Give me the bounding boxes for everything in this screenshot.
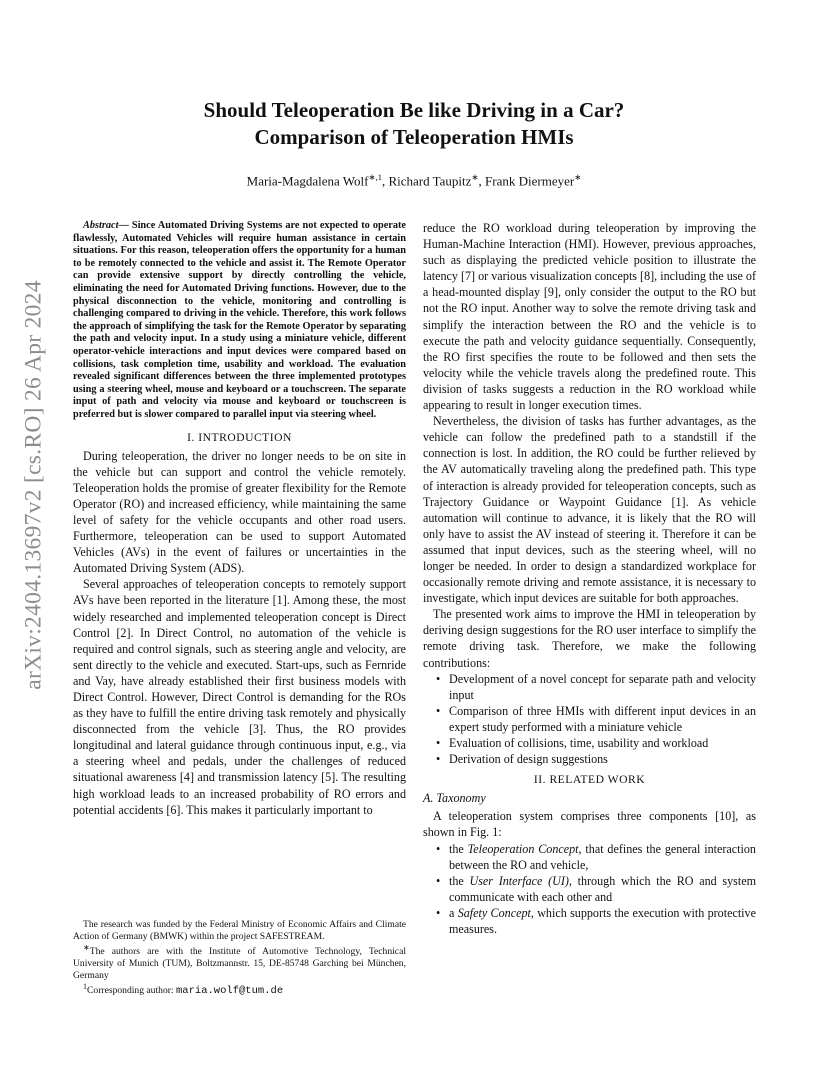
abstract xyxy=(73,220,406,422)
author-2: Richard Taupitz xyxy=(388,173,472,189)
section-heading-related-work: II. RELATED WORK xyxy=(533,773,646,787)
author-separator: , xyxy=(381,173,389,189)
title-line-2: Comparison of Teleoperation HMIs xyxy=(254,125,574,149)
arxiv-identifier: arXiv:2404.13697v2 [cs.RO] 26 Apr 2024 xyxy=(20,280,47,690)
author-list xyxy=(100,172,728,189)
footnotes xyxy=(73,919,406,998)
paper-title xyxy=(100,97,728,151)
author-3-marks: ∗ xyxy=(574,172,582,182)
item-text: the xyxy=(449,841,468,856)
component-list xyxy=(423,841,756,938)
list-item: • Development of a novel concept for separate path and velocity input xyxy=(436,671,756,703)
author-1: Maria-Magdalena Wolf xyxy=(246,173,369,189)
footnote-mark: 1 xyxy=(83,982,87,992)
email-link[interactable]: maria.wolf@tum.de xyxy=(176,985,284,998)
section-heading-introduction: I. INTRODUCTION xyxy=(187,430,292,444)
footnote-mark: ∗ xyxy=(83,943,90,953)
abstract-label: Abstract xyxy=(83,220,119,231)
item-text: , that defines the general interaction between the RO and vehicle, xyxy=(449,841,756,872)
right-column xyxy=(423,220,756,937)
footnote-affiliation xyxy=(73,942,406,981)
list-item: • Evaluation of collisions, time, usability and workload xyxy=(436,735,756,751)
arxiv-sidebar xyxy=(10,280,58,690)
intro-paragraph-4: The presented work aims to improve the HMI in teleoperation by deriving design suggestions for the RO user interface to simplify the remote driving task. Therefore, we make the following contributions: xyxy=(423,607,756,670)
author-1-marks: ∗,1 xyxy=(368,172,382,182)
footnote-text: The authors are with the Institute of Automotive Technology, Technical University of Munich (TUM), Boltzmannstr. 15, DE-85748 Garching bei München, Germany xyxy=(73,946,406,981)
intro-paragraph-2-continued: reduce the RO workload during teleoperation by improving the Human-Machine Interaction (HMI). However, previous approaches, such as displaying the predicted vehicle position to illustrate the latency [7] or various visualization concepts [8], including the use of a head-mounted display [9], only consider the output to the RO but not the RO input. Another way to solve the remote driving task and simplify the interaction between the RO and the vehicle is to execute the path and velocity guidance sequentially. Consequently, the RO first specifies the route to be followed and then sets the velocity while the vehicle travels along the predefined route. This division of tasks suggests a reduction in the RO workload while appearing to result in longer execution times. xyxy=(423,221,756,413)
related-work-paragraph-1: A teleoperation system comprises three components [10], as shown in Fig. 1: xyxy=(423,809,756,840)
item-term: User Interface (UI) xyxy=(469,873,569,888)
list-item: • Derivation of design suggestions xyxy=(436,751,756,767)
item-term: Teleoperation Concept xyxy=(467,841,579,856)
footnote-funding: The research was funded by the Federal Ministry of Economic Affairs and Climate Action of Germany (BMWK) within the project SAFESTREAM. xyxy=(73,919,406,942)
list-item xyxy=(436,873,756,905)
item-text: the xyxy=(449,873,470,888)
item-term: Safety Concept xyxy=(457,905,531,920)
intro-paragraph-3: Nevertheless, the division of tasks has further advantages, as the vehicle can follow the predefined path to a standstill if the connection is lost. In addition, the RO could be further relieved by the AV automatically traveling along the predefined path. This type of interaction is already provided for teleoperation concepts, such as Trajectory Guidance or Waypoint Guidance [1]. As vehicle automation will continue to advance, it is likely that the RO will only have to assist the AV instead of steering it. Therefore it can be assumed that input devices, such as the steering wheel, will no longer be needed. In order to design a standardized workplace for occasionally remote driving and remote assistance, it is necessary to investigate, which input devices are suitable for both approaches. xyxy=(423,414,756,606)
footnote-corresponding xyxy=(73,981,406,998)
footnote-text: Corresponding author: xyxy=(87,985,176,997)
contribution-list xyxy=(423,671,756,768)
list-item: • Comparison of three HMIs with different input devices in an expert study performed with a miniature vehicle xyxy=(436,703,756,735)
author-3: Frank Diermeyer xyxy=(485,173,575,189)
abstract-text: Since Automated Driving Systems are not expected to operate flawlessly, Automated Vehicles will require human assistance in certain situations. For this reason, teleoperation offers the opportunity for a human to be remotely connected to the vehicle and assist it. The Remote Operator can provide extensive support by directly controlling the vehicle, eliminating the need for Automated Driving functions. However, due to the physical disconnection to the vehicle, monitoring and controlling is challenging compared to driving in the vehicle. Therefore, this work follows the approach of simplifying the task for the Remote Operator by separating the path and velocity input. In a study using a miniature vehicle, different operator-vehicle interactions and input devices were compared based on collisions, task completion time, usability and workload. The evaluation revealed significant differences between the three implemented prototypes using a steering wheel, mouse and keyboard or a touchscreen. The separate input of path and velocity via mouse and keyboard or touchscreen is preferred but is slower compared to parallel input via steering wheel. xyxy=(73,220,406,420)
intro-paragraph-2: Several approaches of teleoperation concepts to remotely support AVs have been reported in the literature [1]. Among these, the most widely researched and implemented teleoperation concept is Direct Control [2]. In Direct Control, no automation of the vehicle is required and control signals, such as steering angle and velocity, are sent directly to the vehicle and executed. Start-ups, such as Fernride and Vay, have already established their first business models with Direct Control. However, Direct Control is demanding for the ROs as they have to fulfill the entire driving task remotely and physically disconnected from the vehicle [3]. Thus, the RO provides longitudinal and lateral guidance through continuous input, e.g., via a steering wheel and pedals, under the challenges of reduced situational awareness [4] and transmission latency [5]. The resulting high workload leads to an increased probability of RO errors and potential accidents [6]. This makes it particularly important to xyxy=(73,577,406,817)
intro-paragraph-1: During teleoperation, the driver no longer needs to be on site in the vehicle but can support and control the vehicle remotely. Teleoperation holds the promise of greater flexibility for the Remote Operator (RO) and increased efficiency, while maintaining the same level of safety for the vehicle occupants and other road users. Furthermore, teleoperation can be used to support Automated Vehicles (AVs) in the event of failures or uncertainties in the Automated Driving System (ADS). xyxy=(73,448,406,576)
item-text: a xyxy=(449,905,458,920)
left-column xyxy=(73,220,406,818)
list-item xyxy=(436,841,756,873)
item-text: , which supports the execution with protective measures. xyxy=(449,905,756,937)
title-line-1: Should Teleoperation Be like Driving in a Car? xyxy=(203,98,625,122)
item-text: , through which the RO and system communicate with each other and xyxy=(449,873,756,904)
author-2-marks: ∗ xyxy=(471,172,479,182)
abstract-dash: — xyxy=(118,220,132,231)
list-item xyxy=(436,905,756,937)
subsection-heading-taxonomy: A. Taxonomy xyxy=(423,791,486,806)
author-separator: , xyxy=(478,173,486,189)
